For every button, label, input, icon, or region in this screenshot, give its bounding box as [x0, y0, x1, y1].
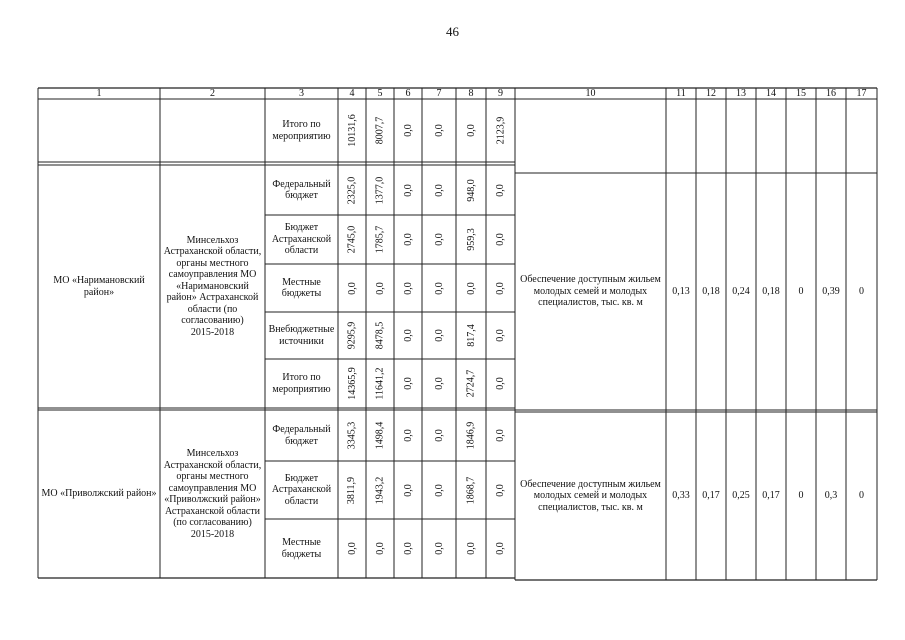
column-header: 8	[468, 87, 474, 99]
value-cell: 9295,9	[346, 321, 358, 350]
value-cell: 0,0	[402, 124, 414, 137]
column-header: 1	[96, 87, 102, 99]
value-cell: 0,0	[346, 542, 358, 555]
value-cell: 0,0	[402, 183, 414, 197]
value-cell: 0,0	[433, 542, 445, 555]
value-cell: 0,0	[433, 281, 445, 295]
value-cell: 0,0	[374, 281, 386, 295]
value-cell: 1498,4	[374, 421, 386, 450]
value-cell: 8007,7	[374, 116, 386, 145]
source-label: Внебюджетные источники	[268, 324, 335, 347]
value-cell: 0,0	[495, 329, 506, 342]
value-cell: 0,0	[465, 542, 477, 555]
value-cell: 0,0	[402, 377, 414, 390]
value-cell: 2123,9	[495, 116, 506, 145]
value-cell: 1785,7	[374, 225, 386, 254]
column-header: 11	[676, 87, 686, 99]
indicator-value: 0,3	[824, 490, 838, 502]
column-header: 7	[436, 87, 442, 99]
column-header: 5	[377, 87, 383, 99]
value-cell: 1377,0	[374, 176, 386, 204]
indicator-value: 0,18	[702, 285, 720, 297]
source-label: Местные бюджеты	[281, 276, 322, 299]
value-cell: 0,0	[346, 281, 358, 295]
value-cell: 1943,2	[374, 476, 386, 504]
indicator-value: 0,24	[732, 285, 750, 297]
column-header: 16	[826, 87, 836, 99]
indicator-cell: Обеспечение доступным жильем молодых семей и молодых специалистов, тыс. кв. м	[520, 478, 661, 513]
value-cell: 3811,9	[346, 476, 358, 504]
value-cell: 0,0	[433, 329, 445, 342]
indicator-value: 0,13	[672, 285, 690, 297]
source-label: Федеральный бюджет	[272, 178, 331, 201]
value-cell: 0,0	[433, 124, 445, 137]
value-cell: 11641,2	[374, 367, 386, 400]
indicator-value: 0,39	[822, 285, 840, 297]
indicator-value: 0,33	[672, 490, 690, 502]
column-header: 14	[766, 87, 776, 99]
executor-cell: Минсельхоз Астраханской области, органы местного самоуправления МО «Наримановский район» Астраханской области (по согласованию) 2015-2018	[163, 234, 262, 338]
value-cell: 0,0	[402, 429, 414, 442]
column-header: 2	[210, 87, 215, 99]
column-header: 17	[856, 87, 867, 99]
value-cell: 0,0	[433, 183, 445, 197]
value-cell: 0,0	[433, 377, 445, 390]
municipality-cell: МО «Приволжский район»	[41, 488, 157, 500]
value-cell: 817,4	[465, 324, 477, 347]
source-label: Федеральный бюджет	[272, 424, 331, 447]
value-cell: 0,0	[402, 483, 414, 497]
value-cell: 0,0	[374, 542, 386, 555]
value-cell: 0,0	[495, 483, 506, 497]
value-cell: 8478,5	[374, 321, 386, 350]
column-header: 3	[299, 87, 304, 99]
value-cell: 0,0	[495, 281, 506, 295]
column-header: 15	[796, 87, 806, 99]
value-cell: 3345,3	[346, 421, 358, 450]
value-cell: 2325,0	[346, 176, 358, 204]
indicator-value: 0,18	[762, 285, 780, 297]
column-header: 10	[585, 87, 596, 99]
value-cell: 14365,9	[346, 367, 358, 400]
indicator-value: 0	[798, 490, 804, 502]
value-cell: 0,0	[495, 377, 506, 390]
column-header: 6	[405, 87, 411, 99]
value-cell: 0,0	[495, 542, 506, 555]
indicator-value: 0	[859, 490, 864, 502]
value-cell: 1846,9	[465, 421, 477, 450]
indicator-value: 0,17	[702, 490, 720, 502]
value-cell: 0,0	[495, 183, 506, 197]
value-cell: 0,0	[465, 124, 477, 137]
value-cell: 0,0	[402, 281, 414, 295]
value-cell: 0,0	[402, 329, 414, 342]
source-label: Местные бюджеты	[281, 537, 322, 560]
value-cell: 10131,6	[346, 114, 358, 147]
column-header: 13	[736, 87, 746, 99]
indicator-cell: Обеспечение доступным жильем молодых семей и молодых специалистов, тыс. кв. м	[520, 274, 661, 309]
value-cell: 1868,7	[465, 476, 477, 504]
column-header: 12	[706, 87, 716, 99]
column-header: 9	[498, 87, 503, 99]
column-header: 4	[349, 87, 355, 99]
value-cell: 0,0	[495, 233, 506, 246]
value-cell: 2745,0	[346, 225, 358, 254]
page-number: 46	[446, 24, 459, 39]
indicator-value: 0	[798, 285, 804, 297]
value-cell: 959,3	[465, 228, 477, 251]
indicator-value: 0,25	[732, 490, 750, 502]
value-cell: 0,0	[402, 233, 414, 246]
source-label: Итого по мероприятию	[272, 372, 331, 395]
value-cell: 2724,7	[465, 369, 477, 398]
value-cell: 0,0	[465, 281, 477, 295]
value-cell: 0,0	[402, 542, 414, 555]
indicator-value: 0	[859, 285, 864, 297]
executor-cell: Минсельхоз Астраханской области, органы местного самоуправления МО «Приволжский район» Астраханской области (по согласованию) 2015-2018	[163, 448, 262, 540]
source-label: Итого по мероприятию	[272, 119, 331, 142]
value-cell: 0,0	[433, 483, 445, 497]
value-cell: 948,0	[465, 178, 477, 202]
value-cell: 0,0	[433, 233, 445, 246]
source-label: Бюджет Астраханской области	[271, 222, 332, 257]
value-cell: 0,0	[495, 429, 506, 442]
municipality-cell: МО «Наримановский район»	[53, 275, 145, 298]
source-label: Бюджет Астраханской области	[271, 472, 332, 507]
indicator-value: 0,17	[762, 490, 780, 502]
value-cell: 0,0	[433, 429, 445, 442]
